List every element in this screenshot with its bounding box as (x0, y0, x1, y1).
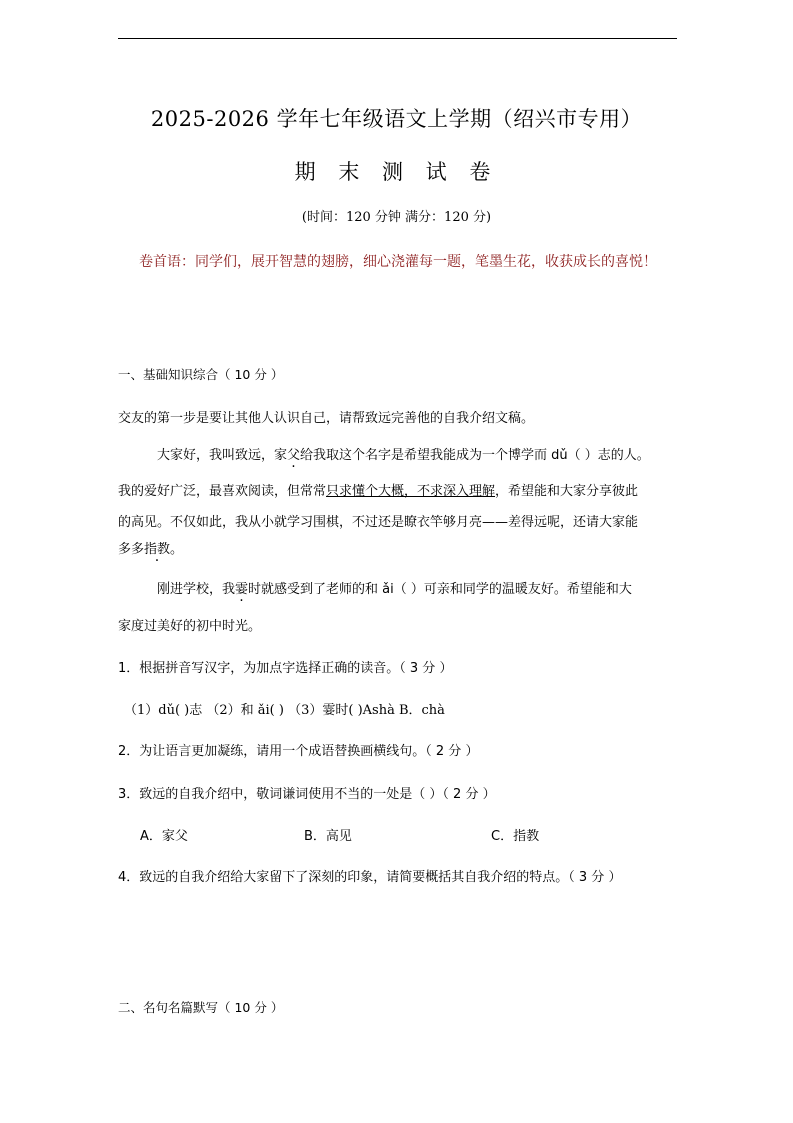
passage-text: 刚进学校，我 (157, 582, 236, 597)
question-3-option-b: B．高见 (304, 829, 352, 844)
header-rule (118, 38, 677, 39)
passage-text: 多多 (118, 542, 145, 557)
passage-text: 。 (170, 542, 184, 557)
exam-title: 2025-2026 学年七年级语文上学期（绍兴市专用） (150, 107, 643, 131)
section-1-intro: 交友的第一步是要让其他人认识自己，请帮致远完善他的自我介绍文稿。 (118, 411, 535, 426)
exam-subtitle: 期 末 测 试 卷 (294, 160, 499, 184)
section-1-heading: 一、基础知识综合（ 10 分 ） (118, 367, 284, 382)
question-1: 1．根据拼音写汉字，为加点字选择正确的读音。（ 3 分 ） (118, 661, 453, 676)
passage-line-1 (157, 444, 650, 463)
dotted-char: 霎 (235, 582, 249, 597)
passage-text: 大家好，我叫致远，家 (157, 448, 288, 463)
question-1-answer-slots: （1）dǔ( )志 （2）和 ǎi( ) （3）霎时( )Ashà B．chà (124, 703, 445, 718)
passage-text: 时就感受到了老师的和 ǎi（ ）可亲和同学的温暖友好。希望能和大 (248, 582, 632, 597)
question-4: 4．致远的自我介绍给大家留下了深刻的印象，请简要概括其自我介绍的特点。（ 3 分 ） (118, 870, 622, 885)
question-3-option-a: A．家父 (140, 829, 188, 844)
underlined-sentence: 只求懂个大概，不求深入理解 (326, 484, 496, 499)
passage-text: 我的爱好广泛，最喜欢阅读，但常常 (118, 484, 327, 499)
passage-line-6: 家度过美好的初中时光。 (118, 619, 262, 634)
passage-text: ，希望能和大家分享彼此 (495, 484, 639, 499)
section-2-heading: 二、名句名篇默写（ 10 分 ） (118, 1000, 284, 1015)
dotted-char: 指教 (144, 542, 171, 557)
passage-line-2 (118, 480, 638, 499)
passage-text: 给我取这个名字是希望我能成为一个博学而 dǔ（ ）志的人。 (300, 448, 650, 463)
passage-line-5 (157, 578, 632, 597)
dotted-char: 父 (287, 448, 301, 463)
question-3: 3．致远的自我介绍中，敬词谦词使用不当的一处是（ ）（ 2 分 ） (118, 787, 496, 802)
question-3-option-c: C．指教 (491, 829, 540, 844)
passage-line-4 (118, 538, 183, 557)
passage-line-3: 的高见。不仅如此，我从小就学习围棋，不过还是瞭衣竿够月亮——差得远呢，还请大家能 (118, 515, 639, 530)
question-2: 2．为让语言更加凝练，请用一个成语替换画横线句。（ 2 分 ） (118, 744, 479, 759)
motto-text: 卷首语：同学们，展开智慧的翅膀，细心浇灌每一题，笔墨生花，收获成长的喜悦！ (139, 254, 657, 270)
exam-time-score: (时间：120 分钟 满分：120 分) (301, 210, 492, 225)
